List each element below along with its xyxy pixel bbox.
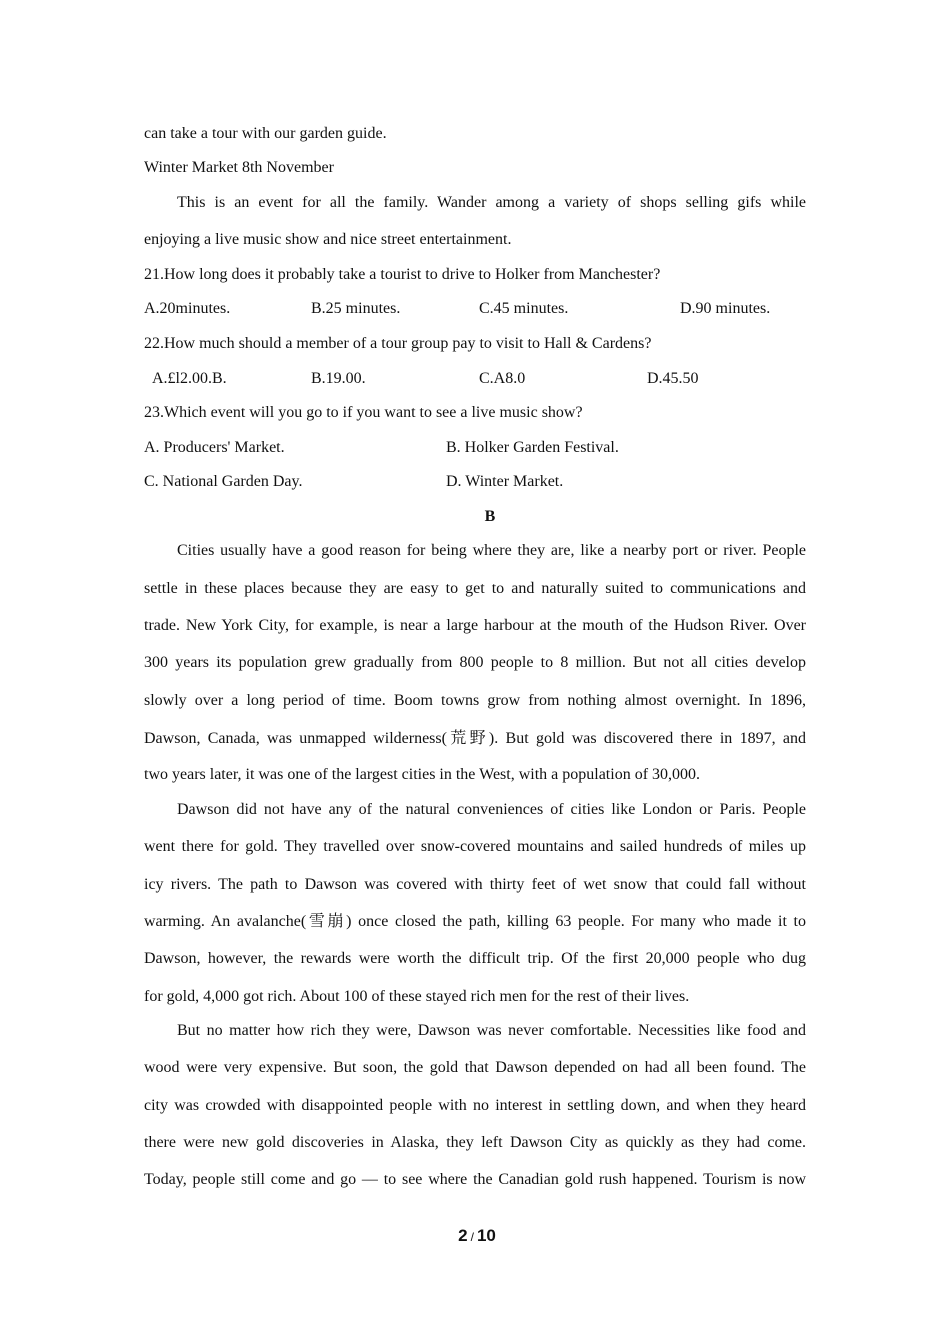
event-desc-line-2: enjoying a live music show and nice street entertainment.	[144, 231, 512, 248]
paragraph-3-line-1: But no matter how rich they were, Dawson was never comfortable. Necessities like food and	[177, 1022, 806, 1039]
page-separator: /	[470, 1230, 474, 1244]
paragraph-1-line-3: trade. New York City, for example, is near a large harbour at the mouth of the Hudson River. Over	[144, 617, 806, 634]
question-23-option-a: A. Producers' Market.	[144, 439, 285, 456]
paragraph-1-line-7: two years later, it was one of the largest cities in the West, with a population of 30,000.	[144, 766, 701, 783]
question-21-option-c: C.45 minutes.	[479, 300, 569, 317]
paragraph-2-line-6: for gold, 4,000 got rich. About 100 of these stayed rich men for the rest of their lives.	[144, 988, 690, 1005]
question-23-option-c: C. National Garden Day.	[144, 473, 303, 490]
page-number	[0, 1225, 950, 1248]
paragraph-3-line-5: Today, people still come and go — to see where the Canadian gold rush happened. Tourism is now	[144, 1171, 806, 1188]
paragraph-3-line-4: there were new gold discoveries in Alaska, they left Dawson City as quickly as they had come.	[144, 1134, 806, 1151]
current-page-number: 2	[458, 1226, 468, 1245]
event-title: Winter Market 8th November	[144, 159, 334, 176]
question-23-option-d: D. Winter Market.	[446, 473, 564, 490]
paragraph-2-line-5: Dawson, however, the rewards were worth the difficult trip. Of the first 20,000 people who dug	[144, 950, 806, 967]
paragraph-2-line-2: went there for gold. They travelled over snow-covered mountains and sailed hundreds of miles up	[144, 838, 806, 855]
total-page-count: 10	[476, 1226, 496, 1245]
question-22-option-b: B.19.00.	[311, 370, 366, 387]
paragraph-1-line-4: 300 years its population grew gradually from 800 people to 8 million. But not all cities develop	[144, 654, 806, 671]
event-desc-line-1: This is an event for all the family. Wander among a variety of shops selling gifs while	[177, 194, 806, 211]
question-23-option-b: B. Holker Garden Festival.	[446, 439, 619, 456]
paragraph-2-line-4: warming. An avalanche(雪崩) once closed the path, killing 63 people. For many who made it to	[144, 913, 806, 930]
paragraph-2-line-1: Dawson did not have any of the natural conveniences of cities like London or Paris. People	[177, 801, 806, 818]
paragraph-3-line-3: city was crowded with disappointed people with no interest in settling down, and when they heard	[144, 1097, 806, 1114]
question-22-option-d: D.45.50	[647, 370, 699, 387]
question-23-stem: 23.Which event will you go to if you want to see a live music show?	[144, 404, 583, 421]
paragraph-2-line-3: icy rivers. The path to Dawson was covered with thirty feet of wet snow that could fall without	[144, 876, 806, 893]
paragraph-3-line-2: wood were very expensive. But soon, the gold that Dawson depended on had all been found. The	[144, 1059, 806, 1076]
question-21-option-d: D.90 minutes.	[680, 300, 771, 317]
paragraph-1-line-1: Cities usually have a good reason for being where they are, like a nearby port or river. People	[177, 542, 806, 559]
question-22-option-c: C.A8.0	[479, 370, 526, 387]
question-21-stem: 21.How long does it probably take a tourist to drive to Holker from Manchester?	[144, 266, 661, 283]
question-21-option-b: B.25 minutes.	[311, 300, 401, 317]
section-b-heading: B	[484, 508, 496, 525]
question-22-option-a: A.£l2.00.B.	[152, 370, 227, 387]
question-21-option-a: A.20minutes.	[144, 300, 231, 317]
paragraph-1-line-5: slowly over a long period of time. Boom towns grow from nothing almost overnight. In 1896,	[144, 692, 806, 709]
paragraph-1-line-6: Dawson, Canada, was unmapped wilderness(荒野). But gold was discovered there in 1897, and	[144, 730, 806, 747]
paragraph-1-line-2: settle in these places because they are easy to get to and naturally suited to communications and	[144, 580, 806, 597]
tour-line: can take a tour with our garden guide.	[144, 125, 387, 142]
question-22-stem: 22.How much should a member of a tour group pay to visit to Hall & Cardens?	[144, 335, 652, 352]
